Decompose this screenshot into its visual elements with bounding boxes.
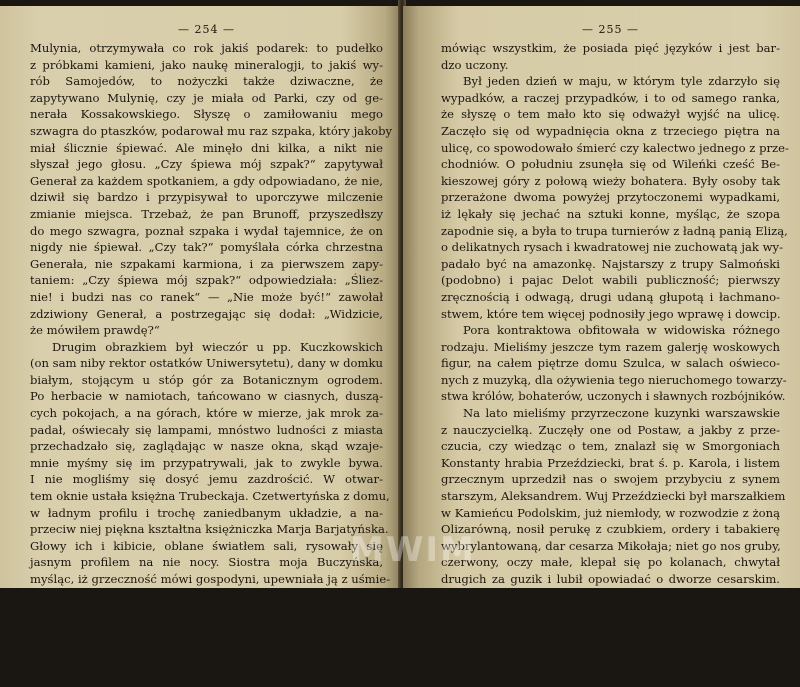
text-line: oczami po warszawsku, skąd była rodem, a tymczasem (30, 638, 383, 653)
text-line: w ładnym profilu i trochę zaniedbanym układzie, a na- (30, 505, 383, 520)
text-line: Generała, nie szpakami karmiona, i za pierwszem zapy- (30, 256, 383, 271)
text-line: tem oknie ustała księżna Trubeckaja. Czetwertyńska z domu, (30, 489, 390, 504)
text-line: kieszowej góry z połową wieży bohatera. Były osoby tak (441, 173, 780, 188)
text-line: cych pokojach, a na górach, które w mierze, jak mrok za- (30, 406, 383, 421)
text-line: najstarsza z pięciu Tyzenhauzówien doszła lat szesnastu. (441, 638, 780, 653)
text-line: miał ślicznie śpiewać. Ale minęło dni kilka, a nikt nie (30, 140, 383, 155)
text-line: zrozumiana tem gospodyni, obracając dużemi niebieskiemi (30, 621, 383, 636)
left-page-number: — 254 — (178, 23, 235, 36)
text-line: I nie mogliśmy się dosyć jemu zazdrościć. W otwar- (30, 472, 383, 487)
text-line: Generał za każdem spotkaniem, a gdy odpowiadano, że nie, (30, 173, 383, 188)
text-line: swoich, ale jakoś nie przypominał tej obietnicy, aż gdy (441, 621, 780, 636)
text-line: Zaczęło się od wypadnięcia okna z trzeciego piętra na (441, 123, 780, 138)
text-line: czucia, czy wiedząc o tem, znalazł się w Smorgoniach (441, 439, 780, 454)
text-line: szwagra do ptaszków, podarował mu raz szpaka, który jakoby (30, 123, 393, 138)
text-line: Po herbacie w namiotach, tańcowano w ciasnych, duszą- (30, 389, 383, 404)
text-line: (on sam niby rektor ostatków Uniwersytetu), dany w domku (30, 356, 383, 371)
text-line: figur, na całem piętrze domu Szulca, w salach oświeco- (441, 356, 780, 371)
text-line: nigdy nie śpiewał. „Czy tak?“ pomyślała córka chrzestna (30, 240, 383, 255)
text-line: mówiąc wszystkim, że posiada pięć języków i jest bar- (441, 41, 780, 55)
left-page (0, 6, 401, 686)
text-line: wsi, szczególniej takiej, jak Dobrowłany, gdzie była zawsze (441, 671, 787, 686)
text-line: chem, że tłum, chodzący po górach, pewno lepiej się od (30, 588, 383, 603)
text-line: nas bawi — „To bardzo być może“, odpowiedziała nie- (30, 605, 383, 620)
text-line: myśląc, iż grzeczność mówi gospodyni, upewniała ją z uśmie- (30, 572, 391, 586)
text-line: mnie myśmy się im przypatrywali, jak to zwykle bywa. (30, 455, 383, 470)
text-line: przerażone dwoma powyżej przytoczonemi wypadkami, (441, 190, 780, 205)
text-line: padał, oświecały się lampami, mnóstwo ludności z miasta (30, 422, 383, 437)
text-line: że mówiłem prawdę?“ (30, 323, 160, 338)
text-line: przeciw niej piękna kształtna księżniczka Marja Barjatyńska. (30, 522, 389, 537)
text-line: Głowy ich i kibicie, oblane światłem sali, rysowały się (30, 538, 383, 553)
text-line: stwa królów, bohaterów, uczonych i sławnych rozbójników. (441, 389, 786, 404)
text-line: w Kamieńcu Podolskim, już niemłody, w rozwodzie z żoną (441, 505, 780, 520)
text-line: z próbkami kamieni, jako naukę mineralogji, to jakiś wy- (30, 57, 383, 72)
text-line: nerała Kossakowskiego. Słyszę o zamiłowaniu mego (30, 107, 383, 122)
text-line: chodniów. O południu zsunęła się od Wileńki cześć Be- (441, 157, 780, 172)
text-line: mąż jej, pan Generał, przechadzał się nieporównywając (30, 654, 383, 669)
text-line: dziwił się bardzo i przypisywał to uporczywe milczenie (30, 190, 383, 205)
text-line: iż lękały się jechać na sztuki konne, myśląc, że szopa (441, 206, 780, 221)
text-line: zręcznością i odwagą, drugi udaną głupotą i łachmano- (441, 289, 780, 304)
text-line: padało być na amazonkę. Najstarszy z trupy Salmoński (441, 256, 780, 271)
text-line: zapodnie się, a była to trupa turnierów z ładną panią Elizą, (441, 223, 788, 238)
text-line: drugich za guzik i lubił opowiadać o dworze cesarskim. (441, 572, 780, 586)
text-line: Był jeden dzień w maju, w którym tyle zdarzyło się (463, 74, 780, 89)
text-line: wał Smorgonie, i zawsze obiecywał nam przywieźć synów (441, 605, 781, 620)
text-line: Drugim obrazkiem był wieczór u pp. Kuczkowskich (52, 339, 383, 354)
text-line: Olizarówną, nosił perukę z czubkiem, ordery i tabakierę (441, 522, 780, 537)
text-line: Był to właśnie miesiąc lipiec, pora najkorzystniejsza dla (441, 654, 780, 669)
text-line: taniem: „Czy śpiewa mój szpak?“ odpowiedziała: „Śliez- (30, 273, 383, 288)
text-line: Bywał w Dobrowłanach prawie co rok, bo arendo- (463, 588, 780, 603)
text-line: Konstanty hrabia Przeździecki, brat ś. p. Karola, i listem (441, 455, 780, 470)
right-page (403, 6, 800, 686)
text-line: jak lindor, którego z postawy i nadstawności przypominał. (30, 671, 371, 686)
text-line: czerwony, oczy małe, klepał się po kolanach, chwytał (441, 555, 780, 570)
text-line: wybrylantowaną, dar cesarza Mikołaja; niet go nos gruby, (441, 538, 781, 553)
left-page-text (30, 40, 393, 687)
text-line: przechadzało się, zaglądając w nasze okna, skąd wzaje- (30, 439, 383, 454)
text-line: grzecznym uprzedził nas o swojem przybyciu z synem (441, 472, 780, 487)
text-line: dzo uczony. (441, 57, 509, 72)
text-line: zapytywano Mulynię, czy je miała od Parki, czy od ge- (30, 90, 383, 105)
text-line: z nauczycielką. Zuczęły one od Postaw, a jakby z prze- (441, 422, 780, 437)
text-line: zmianie miejsca. Trzebaż, że pan Brunoff, przyszedłszy (30, 206, 383, 221)
text-line: wypadków, a raczej przypadków, i to od samego ranka, (441, 90, 780, 105)
text-line: zdziwiony Generał, a postrzegając się dodał: „Widzicie, (30, 306, 383, 321)
text-line: starszym, Aleksandrem. Wuj Przeździecki był marszałkiem (441, 489, 786, 504)
text-line: Pora kontraktowa obfitowała w widowiska różnego (463, 323, 780, 338)
text-line: ulicę, co spowodowało śmierć czy kalectwo jednego z prze- (441, 140, 789, 155)
text-line: rodzaju. Mieliśmy jeszcze tym razem galerję woskowych (441, 339, 780, 354)
text-line: że słyszę o tem mało kto się odważył wyjść na ulicę. (441, 107, 780, 122)
text-line: białym, stojącym u stóp gór za Botanicznym ogrodem. (30, 372, 383, 387)
right-page-number: — 255 — (582, 23, 639, 36)
text-line: Mulynia, otrzymywała co rok jakiś podarek: to pudełko (30, 41, 383, 55)
text-line: jasnym profilem na nie nocy. Siostra moja Buczyńska, (30, 555, 383, 570)
text-line: rób Samojedów, to nożyczki także dziwaczne, że (30, 74, 383, 89)
text-line: o delikatnych rysach i kwadratowej nie zuchowatą jak wy- (441, 240, 783, 255)
text-line: Na lato mieliśmy przyrzeczone kuzynki warszawskie (463, 406, 780, 421)
right-page-text (441, 40, 789, 687)
text-line: (podobno) i pajac Delot wabili publiczność; pierwszy (441, 273, 780, 288)
text-line: nie! i budzi nas co ranek“ — „Nie może być!“ zawołał (30, 289, 383, 304)
watermark: MWIM (350, 530, 476, 570)
text-line: stwem, które tem więcej podnosiły jego wprawę i dowcip. (441, 306, 781, 321)
text-line: do mego szwagra, poznał szpaka i wydał tajemnice, że on (30, 223, 383, 238)
text-line: słyszał jego głosu. „Czy śpiewa mój szpak?“ zapytywał (30, 157, 383, 172)
text-line: nych z muzyką, dla ożywienia tego nieruchomego towarzy- (441, 372, 787, 387)
